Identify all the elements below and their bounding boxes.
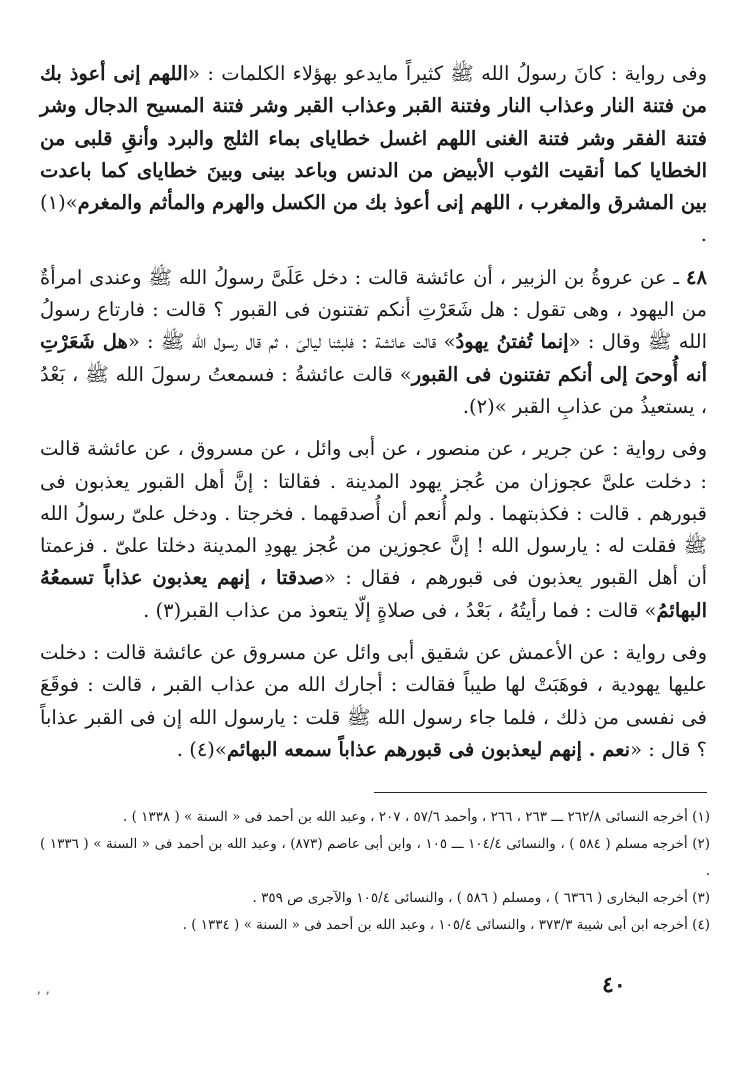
page-number: ٤٠ — [602, 972, 626, 998]
paragraph-4 — [40, 637, 707, 766]
footnote-4: (٤) أخرجه ابن أبى شيبة ٣٧٣/٣ ، والنسائى ١٠٥/٤ ، وعبد الله بن أحمد فى « السنة » ( ١٣٣٤ ) . — [182, 917, 710, 933]
footnote-3: (٣) أخرجه البخارى ( ٦٣٦٦ ) ، ومسلم ( ٥٨٦ ) ، والنسائى ١٠٥/٤ والآجرى ص ٣٥٩ . — [252, 890, 710, 906]
paragraph-3-quote: صدقتا ، إنهم يعذبون عذاباً تسمعُهُ البهائمُ — [40, 566, 707, 622]
hadith-48-text-3: » قالت عائشةُ : فسمعتُ رسولَ الله ﷺ ، بَعْدُ ، يستعيذُ من عذابِ القبر »(٢). — [40, 362, 707, 418]
paragraph-4-text-2: »(٤) . — [176, 737, 227, 761]
paragraph-3-text-1: وفى رواية : عن جرير ، عن منصور ، عن أبى وائل ، عن مسروق ، عن عائشة قالت : دخلت علىَّ عجوزان من عُجز يهود المدينة . فقالتا : إنَّ أهل القبور يعذبون فى قبورهم . قالت : فكذبتهما . ولم أُنعم أن أُصدقهما . فخرجتا . ودخل علىّ رسولُ الله ﷺ فقلت له : يارسول الله ! إنَّ عجوزين من عُجز يهودِ المدينة دخلتا علىّ . فزعمتا أن أهل القبور يعذبون فى قبورهم ، فقال : « — [40, 437, 707, 590]
footnotes — [40, 804, 710, 939]
hadith-48-text-1: ـ عن عروةُ بن الزبير ، أن عائشة قالت : دخل عَلَىَّ رسولُ الله ﷺ وعندى امرأةٌ من اليهود ، وهى تقول : هل شَعَرْتِ أنكم تفتنون فى القبور ؟ قالت : فارتاع رسولُ الله ﷺ وقال : « — [40, 265, 707, 354]
paragraph-4-text-1: وفى رواية : عن الأعمش عن شقيق أبى وائل عن مسروق عن عائشة قالت : دخلت عليها يهودية ، فوهَبَتْ لها طيباً فقالت : أجارك الله من عذاب القبر ، قالت : فوقَعَ فى نفسى من ذلك ، فلما جاء رسول الله ﷺ قلت : يارسول الله إن فى القبر عذاباً ؟ قال : « — [40, 641, 707, 761]
paragraph-1 — [40, 58, 707, 252]
footnote-2: (٢) أخرجه مسلم ( ٥٨٤ ) ، والنسائى ١٠٤/٤ ـــ ١٠٥ ، وابن أبى عاصم (٨٧٣) ، وعبد الله بن أحمد فى « السنة » ( ١٣٣٦ ) . — [40, 836, 711, 879]
paragraph-3 — [40, 433, 707, 627]
hadith-number: ٤٨ — [686, 265, 707, 289]
hadith-48-text-2: » قالت عائشة : فلبثنا ليالىَ ، ثم قال رسول الله ﷺ : « — [127, 330, 456, 354]
footnote-divider — [374, 792, 707, 793]
paragraph-3-text-2: » قالت : فما رأيتُهُ ، بَعْدُ ، فى صلاةٍ إلّا يتعوذ من عذاب القبر(٣) . — [143, 598, 657, 622]
paragraph-4-quote: نعم . إنهم ليعذبون فى قبورهم عذاباً سمعه البهائم — [226, 737, 631, 761]
paragraph-1-intro: وفى رواية : كانَ رسولُ الله ﷺ كثيراً مايدعو بهؤلاء الكلمات : « — [188, 62, 708, 85]
hadith-48-quote-1: إنما تُفتنُ يهودُ — [455, 330, 569, 354]
hadith-48 — [40, 262, 707, 423]
hadith-48-quote-2: هل شَعَرْتِ أنه أُوحىَ إلى أنكم تفتنون فى القبور — [40, 330, 707, 386]
footnote-1: (١) أخرجه النسائى ٢٦٢/٨ ـــ ٢٦٣ ، ٢٦٦ ، وأحمد ٥٧/٦ ، ٢٠٧ ، وعبد الله بن أحمد فى « السنة » ( ١٣٣٨ ) . — [123, 809, 710, 825]
main-text — [40, 58, 707, 776]
scan-mark: ʼ ʼ — [36, 990, 50, 1006]
paragraph-1-supplication: اللهم إنى أعوذ بك من فتنة النار وعذاب النار وفتنة القبر وعذاب القبر وشر فتنة المسيح الدجال وشر فتنة الفقر وشر فتنة الغنى اللهم اغسل خطاياى بماء الثلج والبرد وأنقِ قلبى من الخطايا كما أنقيت الثوب الأبيض من الدنس وباعد بينى وبينَ خطاياى كما باعدت بين المشرق والمغرب ، اللهم إنى أعوذ بك من الكسل والهرم والمأثم والمغرم — [40, 62, 707, 215]
paragraph-1-end: »(١) . — [40, 191, 707, 247]
